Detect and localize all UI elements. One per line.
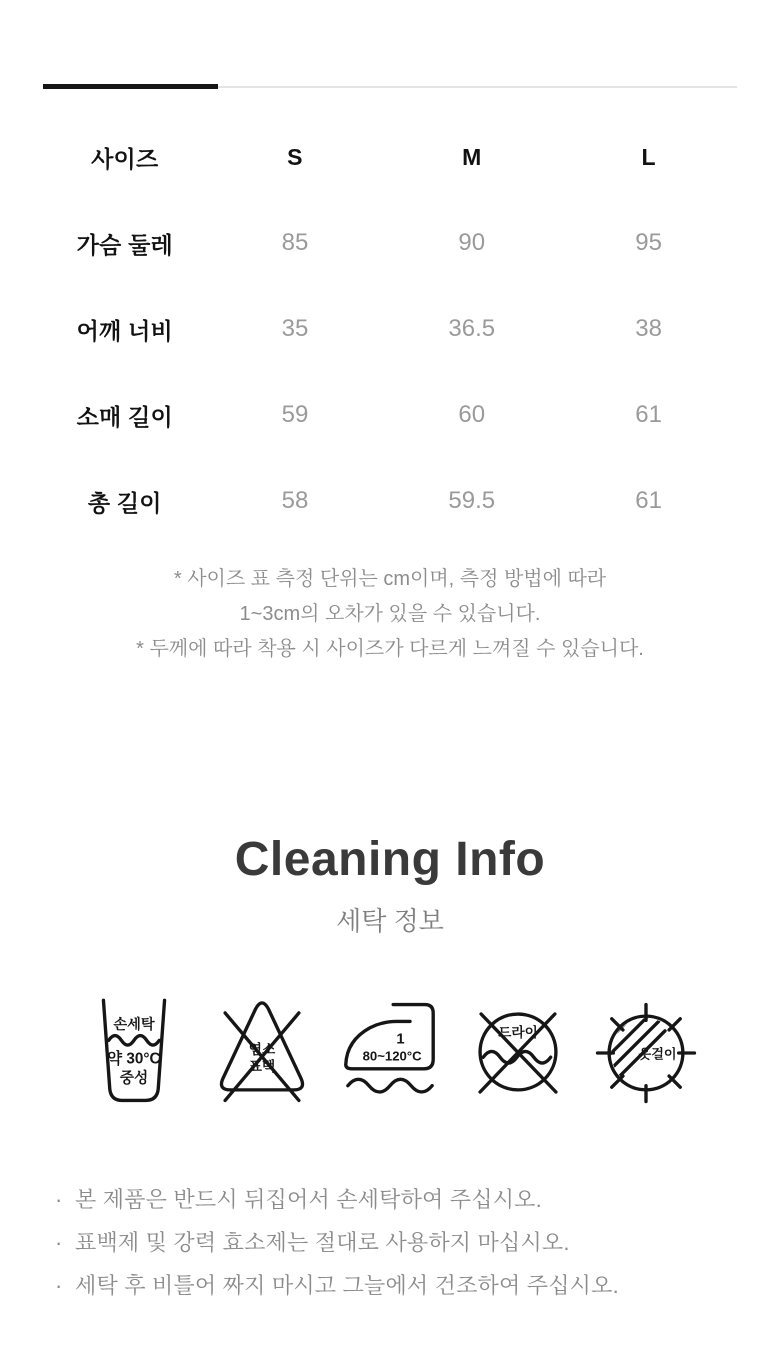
list-item [55,1221,737,1264]
row-label: 소매 길이 [76,403,173,430]
bullet-icon: · [55,1187,63,1212]
bullet-icon: · [55,1273,63,1298]
row-label: 총 길이 [87,489,162,516]
list-item [55,1178,737,1221]
iron-low-heat-icon [337,994,443,1112]
care-icons-row [43,994,737,1112]
svg-text:중성: 중성 [119,1070,149,1087]
instruction-text: 본 제품은 반드시 뒤집어서 손세탁하여 주십시오. [75,1187,542,1212]
size-value: 58 [281,487,309,514]
svg-text:약 30°C: 약 30°C [107,1050,161,1068]
svg-text:옷걸이: 옷걸이 [638,1046,677,1062]
svg-text:1: 1 [396,1031,405,1048]
no-chlorine-bleach-icon [209,994,315,1112]
size-value: 59.5 [448,487,496,514]
hang-dry-shade-icon [593,994,699,1112]
size-table-header-l: L [641,143,656,170]
hand-wash-icon [81,994,187,1112]
size-value: 35 [281,315,309,342]
divider-line [218,86,737,88]
svg-text:80~120°C: 80~120°C [362,1048,422,1064]
bullet-icon: · [55,1230,63,1255]
cleaning-info-subtitle: 세탁 정보 [336,906,444,936]
table-row-sleeve [43,372,737,458]
size-value: 60 [458,401,486,428]
size-value: 90 [458,229,486,256]
svg-text:표백: 표백 [248,1058,276,1074]
size-table-header-s: S [287,143,303,170]
product-detail-page [0,84,780,1307]
size-notes [43,562,737,667]
care-instructions-list [43,1178,737,1307]
svg-text:손세탁: 손세탁 [113,1016,155,1033]
size-table-header-row [43,114,737,200]
divider-accent-bar [43,84,218,89]
size-table-header-m: M [462,143,482,170]
size-note-line: 1~3cm의 오차가 있을 수 있습니다. [239,603,541,625]
svg-text:염소: 염소 [248,1042,276,1058]
instruction-text: 표백제 및 강력 효소제는 절대로 사용하지 마십시오. [75,1230,570,1255]
size-table-header-label: 사이즈 [91,145,159,172]
size-value: 59 [281,401,309,428]
table-row-shoulder [43,286,737,372]
section-divider [43,84,737,89]
no-dry-clean-icon [465,994,571,1112]
size-value: 61 [635,401,662,428]
row-label: 어깨 너비 [76,317,173,344]
size-value: 95 [635,229,662,256]
instruction-text: 세탁 후 비틀어 짜지 마시고 그늘에서 건조하여 주십시오. [75,1273,619,1298]
cleaning-info-title: Cleaning Info [234,833,546,886]
table-row-total-length [43,458,737,544]
list-item [55,1264,737,1307]
size-note-line: * 두께에 따라 착용 시 사이즈가 다르게 느껴질 수 있습니다. [136,638,644,660]
size-value: 85 [281,229,309,256]
size-note-line: * 사이즈 표 측정 단위는 cm이며, 측정 방법에 따라 [173,568,607,590]
size-value: 38 [635,315,662,342]
row-label: 가슴 둘레 [76,231,173,258]
size-value: 61 [635,487,662,514]
size-table [43,114,737,544]
svg-text:드라이: 드라이 [498,1025,538,1041]
size-value: 36.5 [448,315,496,342]
table-row-chest [43,200,737,286]
